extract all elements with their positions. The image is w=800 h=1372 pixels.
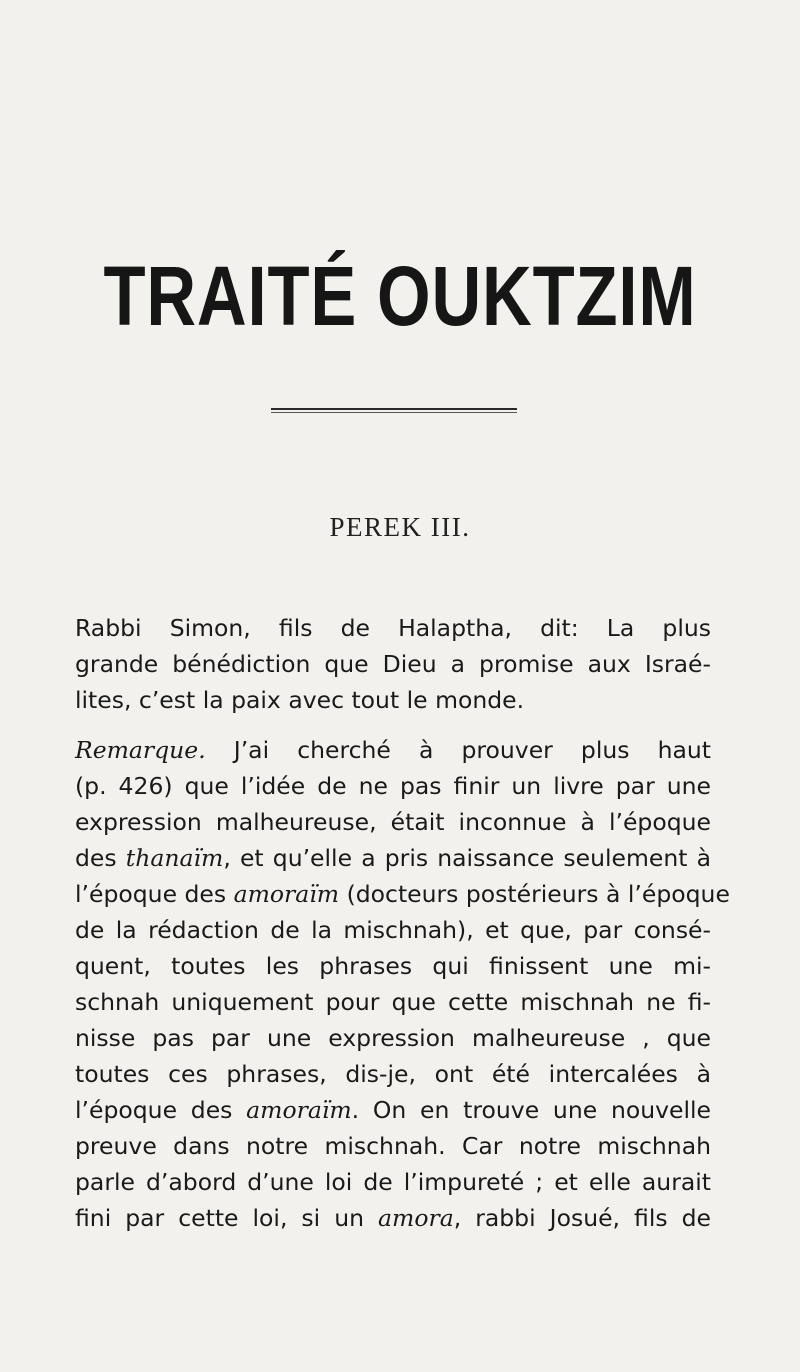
text-segment: l’époque des bbox=[75, 1096, 247, 1124]
text-line: (p. 426) que l’idée de ne pas finir un livre par une bbox=[75, 772, 711, 800]
text-segment: . On en trouve une nouvelle bbox=[351, 1096, 711, 1124]
paragraph-gap bbox=[75, 718, 711, 732]
text-line: de la rédaction de la mischnah), et que, par consé- bbox=[75, 916, 711, 944]
text-line bbox=[75, 732, 711, 768]
chapter-heading: PEREK III. bbox=[329, 512, 471, 542]
text-segment: l’époque des bbox=[75, 880, 234, 908]
italic-term: amoraïm bbox=[246, 1096, 352, 1124]
text-line: grande bénédiction que Dieu a promise aux Israé- bbox=[75, 650, 711, 678]
text-segment: des bbox=[75, 844, 126, 872]
text-segment: fini par cette loi, si un bbox=[75, 1204, 379, 1232]
text-segment: , rabbi Josué, fils de bbox=[453, 1204, 711, 1232]
text-line: preuve dans notre mischnah. Car notre mischnah bbox=[75, 1132, 711, 1160]
text-line: Rabbi Simon, fils de Halaptha, dit: La plus bbox=[75, 614, 711, 642]
text-line bbox=[75, 876, 730, 912]
title-divider bbox=[271, 408, 517, 413]
text-line: expression malheureuse, était inconnue à l’époque bbox=[75, 808, 711, 836]
text-line bbox=[75, 1092, 711, 1128]
text-segment: J’ai cherché à prouver plus haut bbox=[205, 736, 711, 764]
text-line bbox=[75, 1200, 711, 1236]
text-line: parle d’abord d’une loi de l’impureté ; et elle aurait bbox=[75, 1168, 711, 1196]
italic-term: thanaïm bbox=[125, 844, 224, 872]
body-text bbox=[75, 610, 730, 1236]
remark-label: Remarque. bbox=[75, 736, 206, 764]
text-line: toutes ces phrases, dis-je, ont été intercalées à bbox=[75, 1060, 711, 1088]
text-line: schnah uniquement pour que cette mischnah ne fi- bbox=[75, 988, 711, 1016]
page-title: TRAITÉ OUKTZIM bbox=[103, 249, 697, 343]
text-line: lites, c’est la paix avec tout le monde. bbox=[75, 686, 525, 714]
italic-term: amora bbox=[378, 1204, 454, 1232]
text-segment: , et qu’elle a pris naissance seulement à bbox=[223, 844, 711, 872]
text-line: quent, toutes les phrases qui finissent une mi- bbox=[75, 952, 711, 980]
text-line: nisse pas par une expression malheureuse , que bbox=[75, 1024, 711, 1052]
italic-term: amoraïm bbox=[233, 880, 340, 908]
text-segment: (docteurs postérieurs à l’époque bbox=[339, 880, 730, 908]
text-line bbox=[75, 840, 711, 876]
